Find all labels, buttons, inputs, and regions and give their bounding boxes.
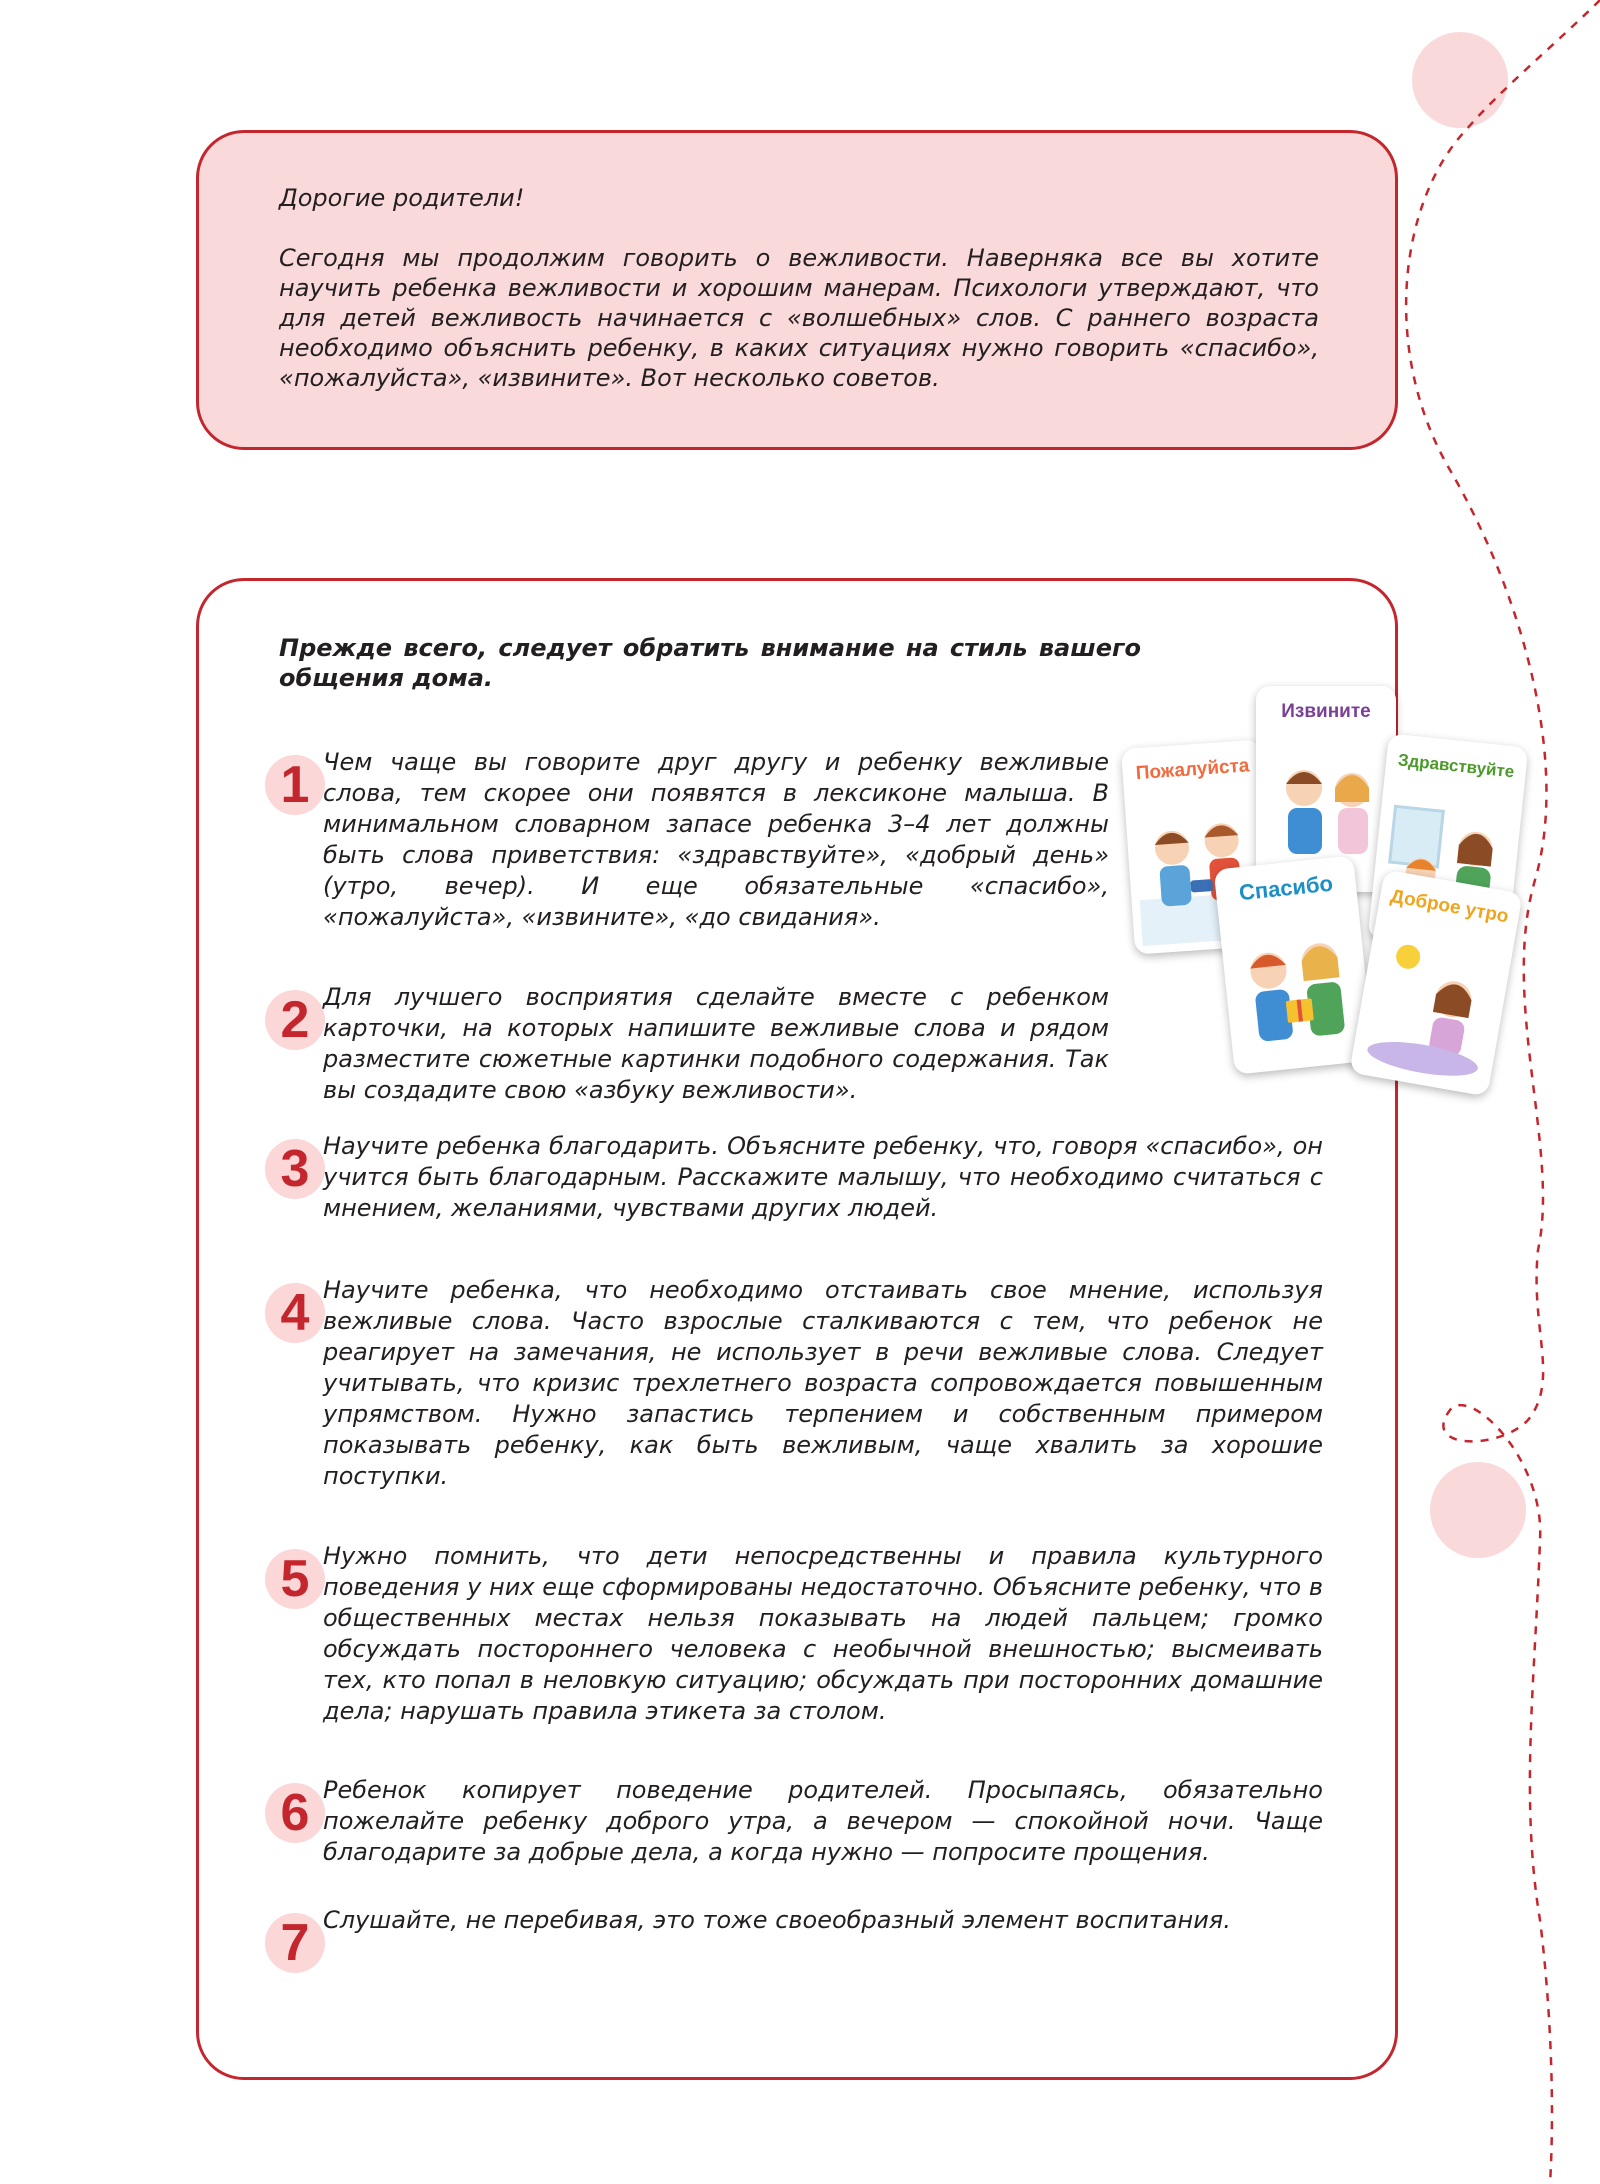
card-kids-picture xyxy=(1358,922,1505,1087)
tip-text: Научите ребенка, что необходимо отстаивать свое мнение, используя вежливые слова. Часто взрослые сталкиваются с тем, что ребенок не реагирует на замечания, не использует в речи вежливые слова. Следует учитывать, что кризис трехлетнего возраста сопровождается повышенным упрямством. Нужно запастись терпением и собственным примером показывать ребенку, как быть вежливым, чаще хвалить за хорошие поступки. xyxy=(323,1276,1323,1490)
decorative-dashed-line xyxy=(1406,0,1600,2184)
tip-number: 1 xyxy=(280,756,310,814)
decorative-circle-bottom xyxy=(1430,1462,1526,1558)
card-kids-picture xyxy=(1227,908,1366,1066)
politeness-cards-illustration xyxy=(1128,648,1530,1078)
tip-number: 4 xyxy=(280,1284,310,1342)
card-label: Извините xyxy=(1281,701,1371,722)
tip-number: 6 xyxy=(280,1784,310,1842)
tip-text: Нужно помнить, что дети непосредственны и правила культурного поведения у них еще сформированы недостаточно. Объясните ребенку, что в общественных местах нельзя показывать на людей пальцем; громко обсуждать постороннего человека с необычной внешностью; высмеивать тех, кто попал в неловкую ситуацию; обсуждать при посторонних домашние дела; нарушать правила этикета за столом. xyxy=(323,1542,1323,1725)
decorative-circle-top xyxy=(1412,32,1508,128)
intro-text: Сегодня мы продолжим говорить о вежливости. Наверняка все вы хотите научить ребенка вежливости и хорошим манерам. Психологи утверждают, что для детей вежливость начинается с «волшебных» слов. С раннего возраста необходимо объяснить ребенку, в каких ситуациях нужно говорить «спасибо», «пожалуйста», «извините». Вот несколько советов. xyxy=(279,244,1319,392)
tip-number: 2 xyxy=(280,991,310,1049)
tip-number: 3 xyxy=(280,1140,310,1198)
tip-text: Ребенок копирует поведение родителей. Просыпаясь, обязательно пожелайте ребенку доброго утра, а вечером — спокойной ночи. Чаще благодарите за добрые дела, а когда нужно — попросите прощения. xyxy=(323,1776,1323,1866)
tip-text: Научите ребенка благодарить. Объясните ребенку, что, говоря «спасибо», он учится быть благодарным. Расскажите малышу, что необходимо считаться с мнением, желаниями, чувствами других людей. xyxy=(323,1132,1323,1222)
intro-box xyxy=(196,130,1398,450)
card-spasibo xyxy=(1214,855,1375,1075)
tip-text: Чем чаще вы говорите друг другу и ребенку вежливые слова, тем скорее они появятся в лексиконе малыша. В минимальном словарном запасе ребенка 3–4 лет должны быть слова приветствия: «здравствуйте», «добрый день» (утро, вечер). И еще обязательные «спасибо», «пожалуйста», «извините», «до свидания». xyxy=(323,748,1109,931)
card-label: Здравствуйте xyxy=(1397,750,1516,782)
card-label: Доброе утро xyxy=(1388,885,1511,928)
tip-number: 5 xyxy=(280,1550,310,1608)
tips-lead: Прежде всего, следует обратить внимание на стиль вашего общения дома. xyxy=(279,634,1141,692)
tip-text: Слушайте, не перебивая, это тоже своеобразный элемент воспитания. xyxy=(323,1906,1231,1934)
card-label: Спасибо xyxy=(1237,870,1335,906)
card-label: Пожалуйста xyxy=(1135,755,1251,785)
intro-greeting: Дорогие родители! xyxy=(279,184,525,212)
tip-number: 7 xyxy=(280,1914,310,1972)
tip-text: Для лучшего восприятия сделайте вместе с ребенком карточки, на которых напишите вежливые слова и рядом разместите сюжетные картинки подобного содержания. Так вы создадите свою «азбуку вежливости». xyxy=(323,983,1109,1104)
